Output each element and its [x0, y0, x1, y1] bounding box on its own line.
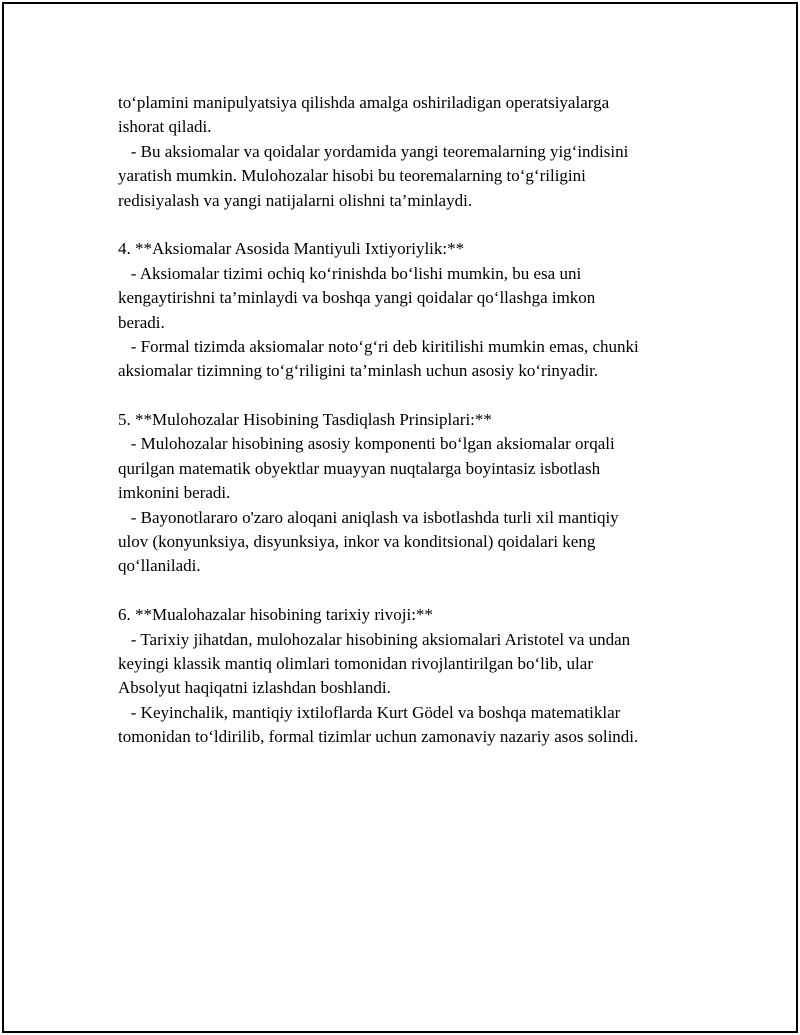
- text-line: - Aksiomalar tizimi ochiq ko‘rinishda bo‘lishi mumkin, bu esa uni: [118, 263, 582, 283]
- paragraph-gap: [118, 579, 718, 603]
- text-line: - Tarixiy jihatdan, mulohozalar hisobining aksiomalari Aristotel va undan: [118, 629, 631, 649]
- text-line: imkonini beradi.: [118, 483, 231, 503]
- text-line: - Mulohozalar hisobining asosiy komponenti bo‘lgan aksiomalar orqali: [118, 434, 615, 454]
- text-line: - Bu aksiomalar va qoidalar yordamida yangi teoremalarning yig‘indisini: [118, 141, 629, 161]
- text-line: qurilgan matematik obyektlar muayyan nuqtalarga boyintasiz isbotlash: [118, 458, 601, 478]
- text-line: ulov (konyunksiya, disyunksiya, inkor va konditsional) qoidalari keng: [118, 532, 596, 552]
- text-line: keyingi klassik mantiq olimlari tomonidan rivojlantirilgan bo‘lib, ular: [118, 653, 593, 673]
- paragraph-gap: [118, 213, 718, 237]
- text-line: yaratish mumkin. Mulohozalar hisobi bu teoremalarning to‘g‘riligini: [118, 166, 586, 186]
- text-line: aksiomalar tizimning to‘g‘riligini ta’minlash uchun asosiy ko‘rinyadir.: [118, 361, 599, 381]
- text-line: redisiyalash va yangi natijalarni olishni ta’minlaydi.: [118, 190, 473, 210]
- text-line: qo‘llaniladi.: [118, 556, 201, 576]
- document-body: [118, 91, 718, 750]
- text-line: kengaytirishni ta’minlaydi va boshqa yangi qoidalar qo‘llashga imkon: [118, 288, 596, 308]
- text-line: - Formal tizimda aksiomalar noto‘g‘ri deb kiritilishi mumkin emas, chunki: [118, 336, 639, 356]
- text-line: - Keyinchalik, mantiqiy ixtiloflarda Kurt Gödel va boshqa matematiklar: [118, 702, 621, 722]
- section-heading: 5. **Mulohozalar Hisobining Tasdiqlash Prinsiplari:**: [118, 410, 492, 430]
- paragraph-gap: [118, 384, 718, 408]
- text-line: Absolyut haqiqatni izlashdan boshlandi.: [118, 678, 391, 698]
- text-line: ishorat qiladi.: [118, 117, 212, 137]
- section-heading: 4. **Aksiomalar Asosida Mantiyuli Ixtiyoriylik:**: [118, 239, 465, 259]
- section-heading: 6. **Mualohazalar hisobining tarixiy rivoji:**: [118, 605, 433, 625]
- text-line: tomonidan to‘ldirilib, formal tizimlar uchun zamonaviy nazariy asos solindi.: [118, 727, 639, 747]
- text-line: beradi.: [118, 312, 165, 332]
- text-line: to‘plamini manipulyatsiya qilishda amalga oshiriladigan operatsiyalarga: [118, 93, 610, 112]
- text-line: - Bayonotlararo o'zaro aloqani aniqlash va isbotlashda turli xil mantiqiy: [118, 507, 619, 527]
